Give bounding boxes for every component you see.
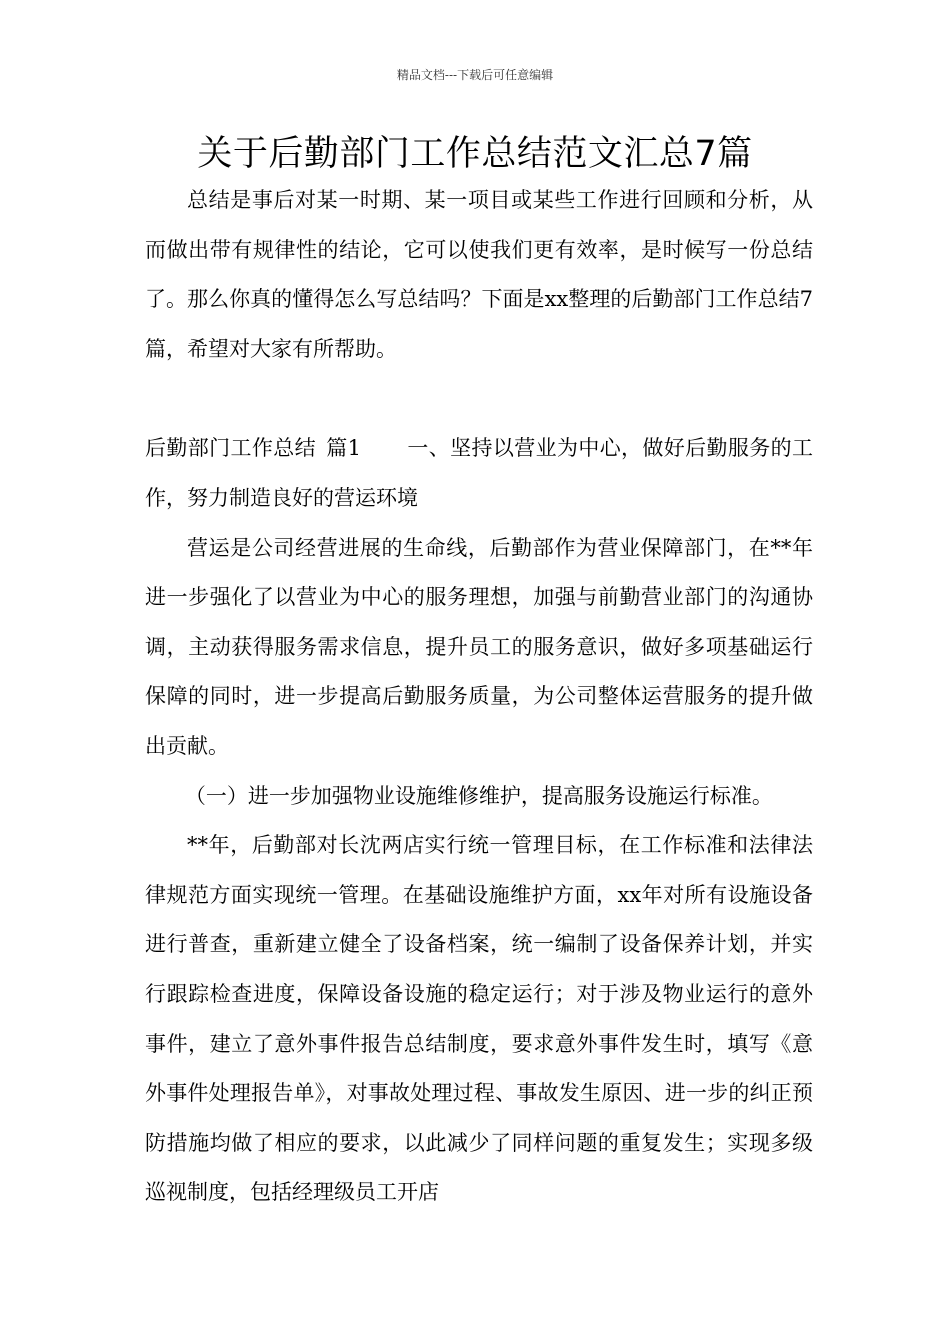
- document-body: [145, 176, 813, 1218]
- section-number: 篇1: [325, 436, 362, 461]
- header-note: 精品文档---下载后可任意编辑: [396, 68, 554, 82]
- subheading-paragraph: （一）进一步加强物业设施维修维护，提高服务设施运行标准。: [184, 783, 773, 808]
- section-heading: 一、坚持以营业为中心，做好后勤服务的工作，努力制造良好的营运环境: [145, 436, 813, 510]
- section-label: 后勤部门工作总结: [145, 436, 316, 461]
- document-title: 关于后勤部门工作总结范文汇总7篇: [197, 134, 753, 174]
- paragraph-spacer: [145, 374, 813, 424]
- body-paragraph: 营运是公司经营进展的生命线，后勤部作为营业保障部门，在**年进一步强化了以营业为中心的服务理想，加强与前勤营业部门的沟通协调，主动获得服务需求信息，提升员工的服务意识，做好多项基础运行保障的同时，进一步提高后勤服务质量，为公司整体运营服务的提升做出贡献。: [145, 535, 813, 758]
- intro-paragraph: 总结是事后对某一时期、某一项目或某些工作进行回顾和分析，从而做出带有规律性的结论，它可以使我们更有效率，是时候写一份总结了。那么你真的懂得怎么写总结吗？下面是xx整理的后勤部门工作总结7篇，希望对大家有所帮助。: [145, 188, 813, 361]
- body-paragraph: **年，后勤部对长沈两店实行统一管理目标，在工作标准和法律法律规范方面实现统一管理。在基础设施维护方面，xx年对所有设施设备进行普查，重新建立健全了设备档案，统一编制了设备保养计划，并实行跟踪检查进度，保障设备设施的稳定运行；对于涉及物业运行的意外事件，建立了意外事件报告总结制度，要求意外事件发生时，填写《意外事件处理报告单》，对事故处理过程、事故发生原因、进一步的纠正预防措施均做了相应的要求，以此减少了同样问题的重复发生；实现多级巡视制度，包括经理级员工开店: [145, 833, 813, 1205]
- section-heading-paragraph: [145, 424, 813, 523]
